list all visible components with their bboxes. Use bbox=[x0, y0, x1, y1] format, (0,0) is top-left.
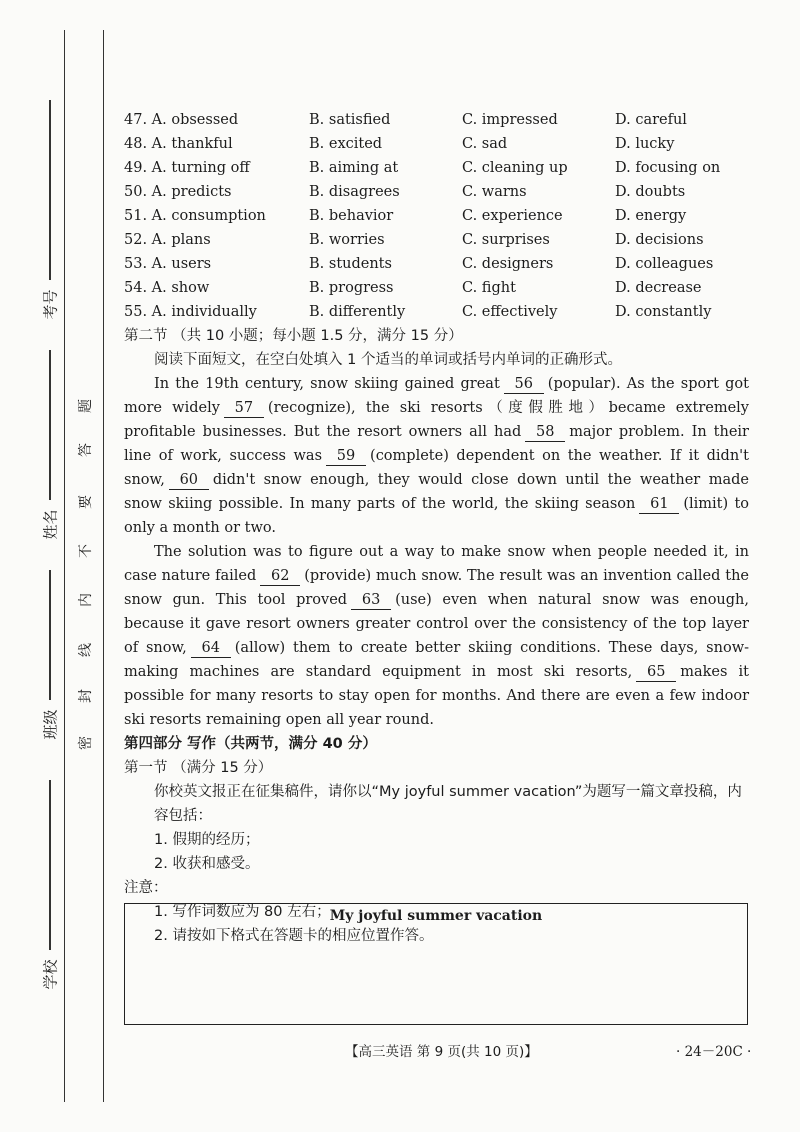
passage-text: major problem. In their line of work, success was bbox=[124, 424, 749, 464]
option-a: 53. A. users bbox=[124, 256, 212, 272]
option-d: D. decrease bbox=[615, 280, 702, 296]
option-row bbox=[124, 228, 749, 252]
option-c: C. cleaning up bbox=[462, 160, 568, 176]
option-b: B. students bbox=[309, 256, 392, 272]
option-row bbox=[124, 156, 749, 180]
passage-text: makes it possible for many resorts to stay open for months. And there are even a few indoor ski resorts remaining open all year round. bbox=[124, 664, 749, 728]
option-c: C. sad bbox=[462, 136, 508, 152]
exam-number-label: 考号 bbox=[41, 289, 60, 320]
option-d: D. energy bbox=[615, 208, 687, 224]
option-b: B. progress bbox=[309, 280, 394, 296]
school-field bbox=[30, 780, 70, 990]
note-item: 2. 请按如下格式在答题卡的相应位置作答。 bbox=[154, 928, 434, 944]
option-c: C. experience bbox=[462, 208, 563, 224]
part4-heading: 第四部分 写作（共两节，满分 40 分） bbox=[124, 736, 377, 752]
option-c: C. designers bbox=[462, 256, 554, 272]
option-a: 47. A. obsessed bbox=[124, 112, 239, 128]
notes-label: 注意： bbox=[124, 880, 168, 896]
option-d: D. decisions bbox=[615, 232, 704, 248]
passage-text: (complete) dependent on the weather. If it didn't snow, bbox=[124, 448, 749, 488]
blank-63: 63 bbox=[351, 591, 391, 610]
option-row bbox=[124, 180, 749, 204]
section2-heading: 第二节 （共 10 小题；每小题 1.5 分，满分 15 分） bbox=[124, 328, 463, 344]
seal-char: 不 bbox=[78, 544, 94, 558]
option-d: D. careful bbox=[615, 112, 687, 128]
option-b: B. satisfied bbox=[309, 112, 391, 128]
name-label: 姓名 bbox=[41, 509, 60, 540]
prompt-item: 1. 假期的经历； bbox=[154, 832, 260, 848]
option-a: 52. A. plans bbox=[124, 232, 211, 248]
option-c: C. effectively bbox=[462, 304, 558, 320]
option-row bbox=[124, 252, 749, 276]
option-c: C. surprises bbox=[462, 232, 550, 248]
section2-instruction: 阅读下面短文，在空白处填入 1 个适当的单词或括号内单词的正确形式。 bbox=[154, 352, 622, 368]
part4-subheading: 第一节 （满分 15 分） bbox=[124, 760, 273, 776]
option-d: D. constantly bbox=[615, 304, 712, 320]
name-field bbox=[30, 350, 70, 540]
option-b: B. worries bbox=[309, 232, 385, 248]
blank-56: 56 bbox=[504, 375, 544, 394]
blank-60: 60 bbox=[169, 471, 209, 490]
option-b: B. excited bbox=[309, 136, 383, 152]
seal-char: 要 bbox=[78, 495, 94, 509]
blank-58: 58 bbox=[525, 423, 565, 442]
school-label: 学校 bbox=[41, 959, 60, 990]
answer-box bbox=[124, 903, 748, 1025]
class-field bbox=[30, 570, 70, 740]
option-d: D. doubts bbox=[615, 184, 686, 200]
option-d: D. colleagues bbox=[615, 256, 714, 272]
blank-64: 64 bbox=[191, 639, 231, 658]
passage-text: didn't snow enough, they would close down until the weather made snow skiing possible. In many parts of the world, the skiing season bbox=[124, 472, 749, 512]
option-row bbox=[124, 300, 749, 324]
option-row bbox=[124, 276, 749, 300]
blank-65: 65 bbox=[636, 663, 676, 682]
blank-57: 57 bbox=[224, 399, 264, 418]
option-a: 49. A. turning off bbox=[124, 160, 250, 176]
option-b: B. differently bbox=[309, 304, 406, 320]
seal-char: 内 bbox=[78, 593, 94, 607]
seal-char: 题 bbox=[78, 399, 94, 413]
option-a: 55. A. individually bbox=[124, 304, 257, 320]
options-list bbox=[124, 108, 749, 324]
class-label: 班级 bbox=[41, 709, 60, 740]
seal-char: 密 bbox=[78, 736, 94, 750]
page-number: 【高三英语 第 9 页(共 10 页)】 bbox=[345, 1044, 538, 1060]
option-c: C. fight bbox=[462, 280, 516, 296]
option-d: D. focusing on bbox=[615, 160, 721, 176]
page-content bbox=[124, 108, 749, 948]
passage-text: (limit) to only a month or two. bbox=[124, 496, 749, 536]
option-d: D. lucky bbox=[615, 136, 675, 152]
blank-61: 61 bbox=[639, 495, 679, 514]
passage-text: In the 19th century, snow skiing gained great bbox=[154, 376, 500, 392]
seal-char: 线 bbox=[78, 643, 94, 657]
writing-prompt: 你校英文报正在征集稿件，请你以“My joyful summer vacation”为题写一篇文章投稿，内容包括： bbox=[154, 784, 742, 824]
option-b: B. aiming at bbox=[309, 160, 399, 176]
option-c: C. warns bbox=[462, 184, 527, 200]
option-row bbox=[124, 204, 749, 228]
passage-paragraph-2 bbox=[124, 540, 749, 732]
exam-code: · 24－20C · bbox=[676, 1044, 752, 1060]
passage-text: (provide) much snow. The result was an invention called the snow gun. This tool proved bbox=[124, 568, 749, 608]
option-row bbox=[124, 132, 749, 156]
blank-59: 59 bbox=[326, 447, 366, 466]
binding-line-inner bbox=[103, 30, 104, 1102]
passage-text: (popular). As the sport got more widely bbox=[124, 376, 749, 416]
seal-char: 封 bbox=[78, 689, 94, 703]
option-a: 51. A. consumption bbox=[124, 208, 266, 224]
option-c: C. impressed bbox=[462, 112, 558, 128]
option-b: B. behavior bbox=[309, 208, 394, 224]
option-a: 54. A. show bbox=[124, 280, 210, 296]
prompt-item: 2. 收获和感受。 bbox=[154, 856, 260, 872]
option-b: B. disagrees bbox=[309, 184, 400, 200]
answer-box-title: My joyful summer vacation bbox=[329, 908, 543, 924]
seal-char: 答 bbox=[78, 443, 94, 457]
note-item: 1. 写作词数应为 80 左右； bbox=[154, 904, 331, 920]
passage-paragraph-1 bbox=[124, 372, 749, 540]
option-a: 50. A. predicts bbox=[124, 184, 232, 200]
option-row bbox=[124, 108, 749, 132]
blank-62: 62 bbox=[260, 567, 300, 586]
passage-text: (use) even when natural snow was enough, because it gave resort owners greater control over the consistency of the top layer of snow, bbox=[124, 592, 749, 656]
passage-text: The solution was to figure out a way to make snow when people needed it, in case nature failed bbox=[124, 544, 749, 584]
passage-text: (recognize), the ski resorts（度假胜地）became extremely profitable businesses. But the resort owners all had bbox=[124, 400, 749, 440]
option-a: 48. A. thankful bbox=[124, 136, 233, 152]
passage-text: (allow) them to create better skiing conditions. These days, snow-making machines are standard equipment in most ski resorts, bbox=[124, 640, 750, 680]
exam-number-field bbox=[30, 100, 70, 320]
